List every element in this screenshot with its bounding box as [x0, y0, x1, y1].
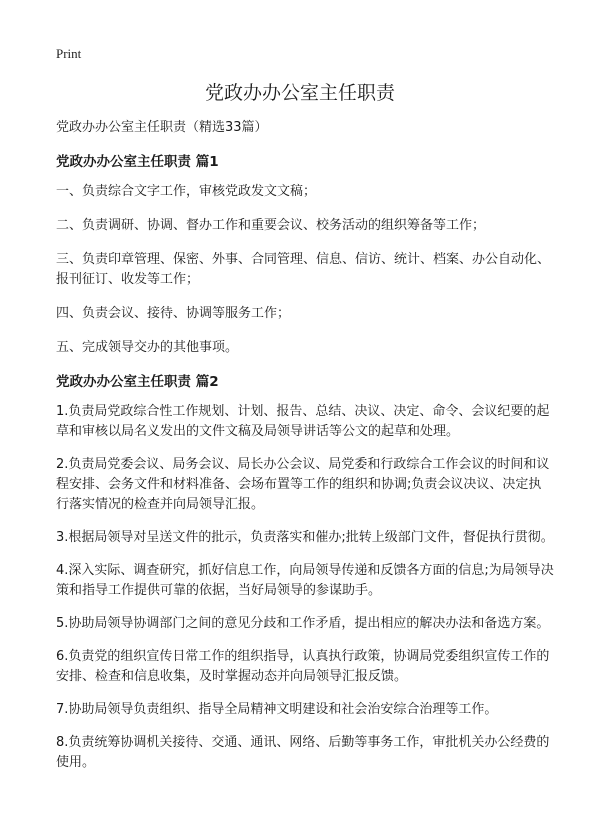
list-item: 4.深入实际、调查研究，抓好信息工作，向局领导传递和反馈各方面的信息;为局领导决策和指导工作提供可靠的依据，当好局领导的参谋助手。: [56, 563, 554, 598]
list-item: 二、负责调研、协调、督办工作和重要会议、校务活动的组织筹备等工作；: [56, 218, 486, 233]
section-heading: 党政办办公室主任职责 篇1: [56, 154, 219, 170]
list-item: 1.负责局党政综合性工作规划、计划、报告、总结、决议、决定、命令、会议纪要的起草和审核以局名义发出的文件文稿及局领导讲话等公文的起草和处理。: [56, 404, 550, 439]
document-body: [56, 118, 554, 786]
section-2: [56, 372, 554, 773]
list-item: 四、负责会议、接待、协调等服务工作；: [56, 306, 291, 321]
list-item: 一、负责综合文字工作，审核党政发文文稿；: [56, 184, 317, 199]
list-item: 3.根据局领导对呈送文件的批示，负责落实和催办;批转上级部门文件，督促执行贯彻。: [56, 530, 554, 545]
list-item: 7.协助局领导负责组织、指导全局精神文明建设和社会治安综合治理等工作。: [56, 702, 498, 717]
list-item: 2.负责局党委会议、局务会议、局长办公会议、局党委和行政综合工作会议的时间和议程安排、会务文件和材料准备、会场布置等工作的组织和协调;负责会议决议、决定执行落实情况的检查并向局领导汇报。: [56, 457, 550, 512]
document-subtitle: 党政办办公室主任职责（精选33篇）: [56, 120, 268, 135]
print-link[interactable]: Print: [56, 46, 82, 61]
list-item: 8.负责统筹协调机关接待、交通、通讯、网络、后勤等事务工作，审批机关办公经费的使用。: [56, 735, 550, 770]
page-title: 党政办办公室主任职责: [204, 82, 395, 104]
list-item: 五、完成领导交办的其他事项。: [56, 340, 239, 355]
list-item: 三、负责印章管理、保密、外事、合同管理、信息、信访、统计、档案、办公自动化、报刊征订、收发等工作；: [56, 252, 551, 287]
list-item: 5.协助局领导协调部门之间的意见分歧和工作矛盾，提出相应的解决办法和备选方案。: [56, 616, 550, 631]
section-heading: 党政办办公室主任职责 篇2: [56, 374, 219, 390]
section-1: [56, 152, 554, 358]
list-item: 6.负责党的组织宣传日常工作的组织指导，认真执行政策，协调局党委组织宣传工作的安排、检查和信息收集，及时掌握动态并向局领导汇报反馈。: [56, 649, 550, 684]
